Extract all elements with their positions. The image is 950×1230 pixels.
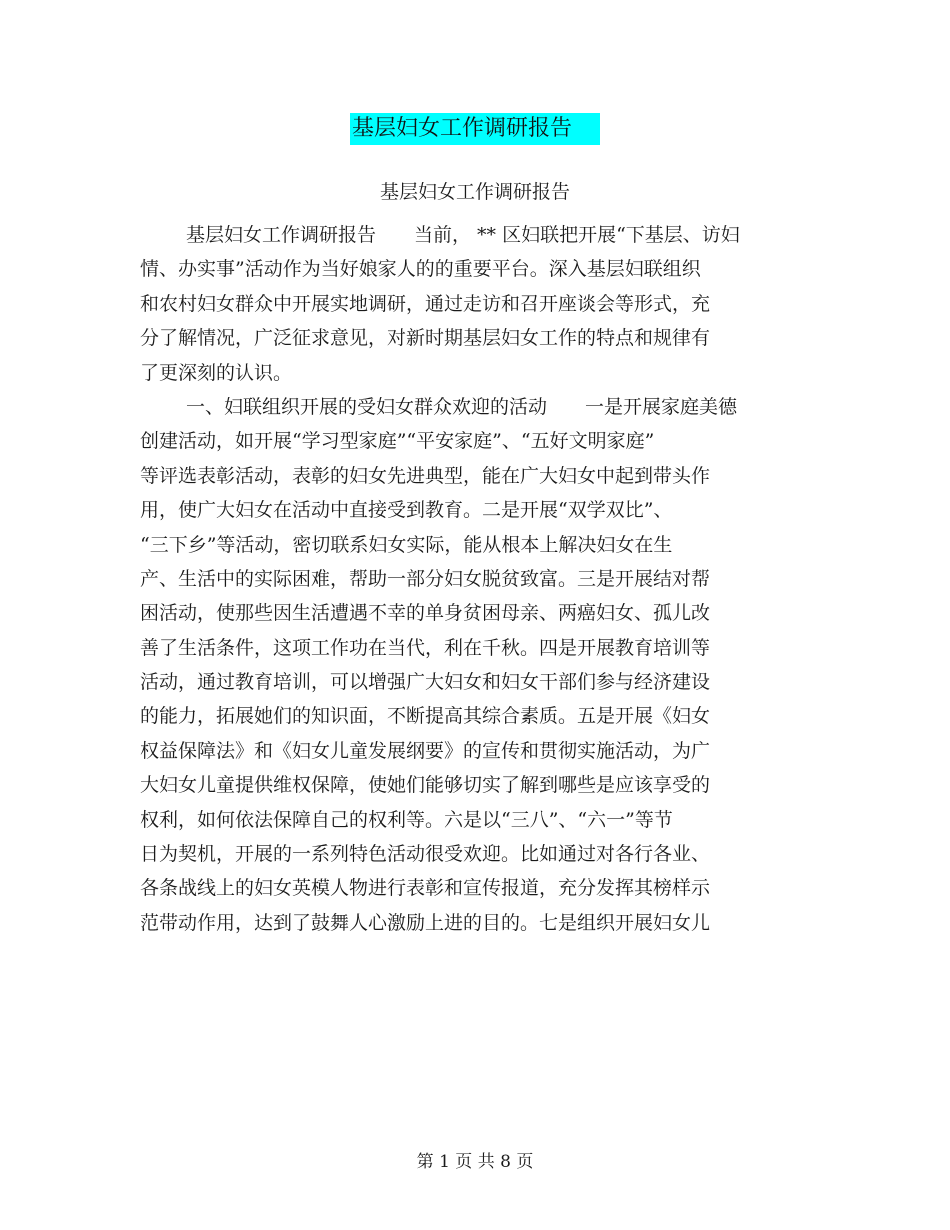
text-line: 基层妇女工作调研报告 当前， ** 区妇联把开展“下基层、访妇 <box>186 224 740 246</box>
text-line: 产、生活中的实际困难，帮助一部分妇女脱贫致富。三是开展结对帮 <box>140 567 711 590</box>
text-line: 困活动，使那些因生活遭遇不幸的单身贫困母亲、两癌妇女、孤儿改 <box>140 602 711 625</box>
text-line: 日为契机，开展的一系列特色活动很受欢迎。比如通过对各行各业、 <box>140 843 711 866</box>
text-line: 善了生活条件，这项工作功在当代，利在千秋。四是开展教育培训等 <box>140 636 711 659</box>
heading-container <box>0 113 950 145</box>
body-text <box>140 218 790 940</box>
text-line: 分了解情况，广泛征求意见，对新时期基层妇女工作的特点和规律有 <box>140 327 711 350</box>
text-line: 权益保障法》和《妇女儿童发展纲要》的宣传和贯彻实施活动，为广 <box>140 739 711 762</box>
document-subtitle: 基层妇女工作调研报告 <box>379 181 570 203</box>
text-line: 范带动作用，达到了鼓舞人心激励上进的目的。七是组织开展妇女儿 <box>140 911 711 934</box>
text-line: 权利，如何依法保障自己的权利等。六是以“三八”、“六一”等节 <box>140 808 673 831</box>
text-line: 大妇女儿童提供维权保障，使她们能够切实了解到哪些是应该享受的 <box>140 774 711 797</box>
highlighted-title: 基层妇女工作调研报告 <box>350 113 600 145</box>
text-line: 的能力，拓展她们的知识面，不断提高其综合素质。五是开展《妇女 <box>140 705 711 728</box>
text-line: 各条战线上的妇女英模人物进行表彰和宣传报道，充分发挥其榜样示 <box>140 877 711 900</box>
text-line: 创建活动，如开展“学习型家庭”“平安家庭”、“五好文明家庭” <box>140 430 655 453</box>
text-line: “三下乡”等活动，密切联系妇女实际，能从根本上解决妇女在生 <box>140 533 673 556</box>
text-line: 用，使广大妇女在活动中直接受到教育。二是开展“双学双比”、 <box>140 499 673 522</box>
text-line: 情、办实事”活动作为当好娘家人的的重要平台。深入基层妇联组织 <box>140 258 701 281</box>
text-line: 一、妇联组织开展的受妇女群众欢迎的活动 一是开展家庭美德 <box>186 395 738 418</box>
text-line: 和农村妇女群众中开展实地调研，通过走访和召开座谈会等形式，充 <box>140 292 711 315</box>
text-line: 等评选表彰活动，表彰的妇女先进典型，能在广大妇女中起到带头作 <box>140 464 711 487</box>
text-line: 活动，通过教育培训，可以增强广大妇女和妇女干部们参与经济建设 <box>140 671 711 694</box>
page-indicator: 第 1 页 共 8 页 <box>416 1152 534 1172</box>
text-line: 了更深刻的认识。 <box>140 361 293 384</box>
